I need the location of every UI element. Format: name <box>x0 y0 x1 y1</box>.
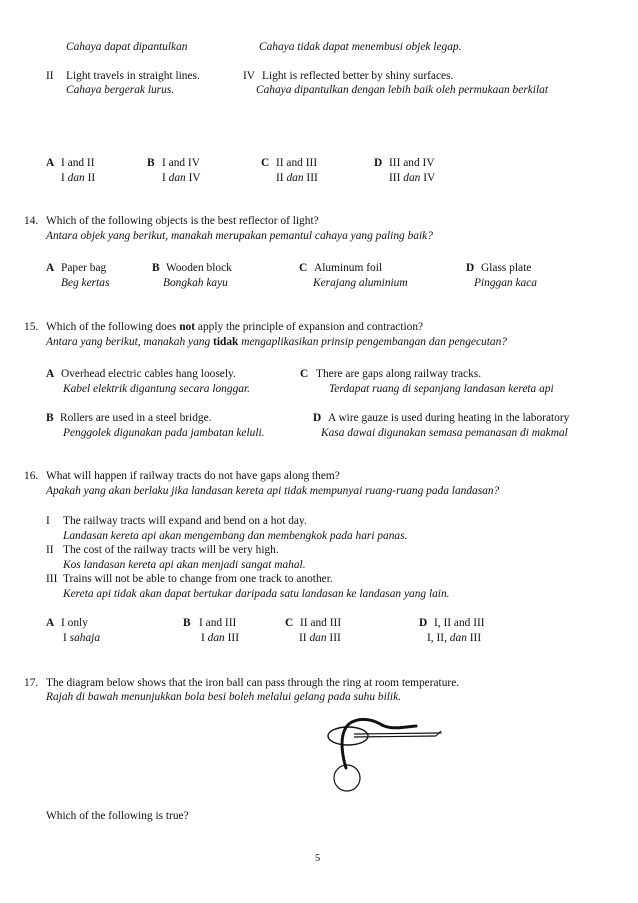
q16-statement-number: I <box>46 515 50 527</box>
option-malay-dan: dan <box>168 172 186 184</box>
q15-number: 15. <box>24 321 39 333</box>
q16-statement-malay: Landasan kereta api akan mengembang dan membengkok pada hari panas. <box>63 530 408 542</box>
option-letter: D <box>313 412 322 424</box>
page-number: 5 <box>315 853 321 864</box>
q14-number: 14. <box>24 215 39 227</box>
option-malay-a: I, II, <box>427 632 447 644</box>
q17-number: 17. <box>24 677 39 689</box>
option-malay-a: I <box>162 172 166 184</box>
option-english: Rollers are used in a steel bridge. <box>60 412 212 424</box>
option-malay: Penggolek digunakan pada jambatan keluli. <box>63 427 265 439</box>
option-english: I only <box>61 617 88 629</box>
statement-ii-malay: Cahaya bergerak lurus. <box>66 84 175 96</box>
option-malay-b: III <box>306 172 318 184</box>
option-malay-a: I <box>63 632 67 644</box>
statement-iv-malay: Cahaya dipantulkan dengan lebih baik oleh permukaan berkilat <box>256 84 548 96</box>
option-malay-dan: dan <box>207 632 225 644</box>
option-english: Wooden block <box>166 262 232 274</box>
option-letter: B <box>147 157 155 169</box>
option-letter: B <box>46 412 54 424</box>
option-letter: C <box>300 368 309 380</box>
option-malay-b: III <box>227 632 239 644</box>
option-letter: D <box>419 617 428 629</box>
option-malay: Kerajang aluminium <box>313 277 408 289</box>
option-english: A wire gauze is used during heating in the laboratory <box>328 412 570 424</box>
option-letter: A <box>46 368 55 380</box>
option-letter: A <box>46 157 55 169</box>
option-english: Overhead electric cables hang loosely. <box>61 368 236 380</box>
q14-question-english: Which of the following objects is the best reflector of light? <box>46 215 319 227</box>
option-malay-a: II <box>299 632 307 644</box>
statement-ii-number: II <box>46 70 54 82</box>
option-malay: Beg kertas <box>61 277 110 289</box>
q16-statement-english: The cost of the railway tracts will be very high. <box>63 544 279 556</box>
q16-question-english: What will happen if railway tracts do not have gaps along them? <box>46 470 340 482</box>
option-malay-a: I <box>201 632 205 644</box>
option-english: I and III <box>199 617 237 629</box>
option-malay: Terdapat ruang di sepanjang landasan kereta api <box>329 383 554 395</box>
option-malay-dan: dan <box>309 632 327 644</box>
option-letter: A <box>46 262 55 274</box>
option-english: I and IV <box>162 157 200 169</box>
option-malay-b: II <box>87 172 96 184</box>
q16-statement-english: Trains will not be able to change from one track to another. <box>63 573 333 585</box>
option-malay: Bongkah kayu <box>163 277 228 289</box>
q16-number: 16. <box>24 470 39 482</box>
option-malay-b: IV <box>423 172 436 184</box>
option-malay-b: III <box>329 632 341 644</box>
option-malay-a: I <box>61 172 65 184</box>
option-malay-b: III <box>469 632 482 644</box>
option-english: Paper bag <box>61 262 107 274</box>
option-malay-dan: dan <box>67 172 85 184</box>
option-english: III and IV <box>389 157 435 169</box>
option-english: Glass plate <box>481 262 532 274</box>
option-malay-dan: dan <box>449 632 467 644</box>
option-malay-dan: dan <box>403 172 421 184</box>
option-malay-dan: dan <box>286 172 304 184</box>
option-letter: C <box>285 617 294 629</box>
q16-statement-malay: Kos landasan kereta api akan menjadi sangat mahal. <box>63 559 306 571</box>
option-malay: Kabel elektrik digantung secara longgar. <box>63 383 250 395</box>
statement-ii-english: Light travels in straight lines. <box>66 70 200 82</box>
option-malay-a: III <box>389 172 401 184</box>
ring <box>328 727 368 745</box>
option-letter: B <box>152 262 160 274</box>
statement-iv-number: IV <box>243 70 256 82</box>
statement-iii-malay: Cahaya tidak dapat menembusi objek legap. <box>259 41 462 53</box>
option-english: I and II <box>61 157 95 169</box>
q16-statement-english: The railway tracts will expand and bend on a hot day. <box>63 515 307 527</box>
option-letter: D <box>466 262 475 274</box>
option-malay-a: II <box>276 172 284 184</box>
statement-i-malay: Cahaya dapat dipantulkan <box>66 41 188 53</box>
q15-question-malay: Antara yang berikut, manakah yang tidak mengaplikasikan prinsip pengembangan dan pengecutan? <box>46 336 507 348</box>
q15-question-english: Which of the following does not apply the principle of expansion and contraction? <box>46 321 424 333</box>
rod-line <box>354 736 436 737</box>
q14-question-malay: Antara objek yang berikut, manakah merupakan pemantul cahaya yang paling baik? <box>46 230 433 242</box>
option-letter: B <box>183 617 191 629</box>
option-letter: A <box>46 617 55 629</box>
option-malay: Kasa dawai digunakan semasa pemanasan di makmal <box>321 427 568 439</box>
option-english: II and III <box>300 617 342 629</box>
option-english: There are gaps along railway tracks. <box>316 368 482 380</box>
option-english: Aluminum foil <box>314 262 383 274</box>
option-letter: C <box>261 157 270 169</box>
option-english: II and III <box>276 157 318 169</box>
q16-statement-number: II <box>46 544 54 556</box>
q16-statement-malay: Kereta api tidak akan dapat bertukar daripada satu landasan ke landasan yang lain. <box>63 588 450 600</box>
ring-and-ball-diagram <box>318 714 464 792</box>
q17-question-malay: Rajah di bawah menunjukkan bola besi boleh melalui gelang pada suhu bilik. <box>46 691 401 703</box>
q16-statement-number: III <box>46 573 58 585</box>
q17-prompt: Which of the following is true? <box>46 810 189 822</box>
option-malay: Pinggan kaca <box>474 277 537 289</box>
statement-iv-english: Light is reflected better by shiny surfaces. <box>262 70 454 82</box>
option-letter: C <box>299 262 308 274</box>
q16-question-malay: Apakah yang akan berlaku jika landasan kereta api tidak mempunyai ruang-ruang pada landasan? <box>46 485 500 497</box>
q17-question-english: The diagram below shows that the iron ball can pass through the ring at room temperature. <box>46 677 460 689</box>
option-malay-dan: sahaja <box>69 632 101 644</box>
option-malay-b: IV <box>188 172 201 184</box>
option-english: I, II and III <box>434 617 485 629</box>
option-letter: D <box>374 157 383 169</box>
